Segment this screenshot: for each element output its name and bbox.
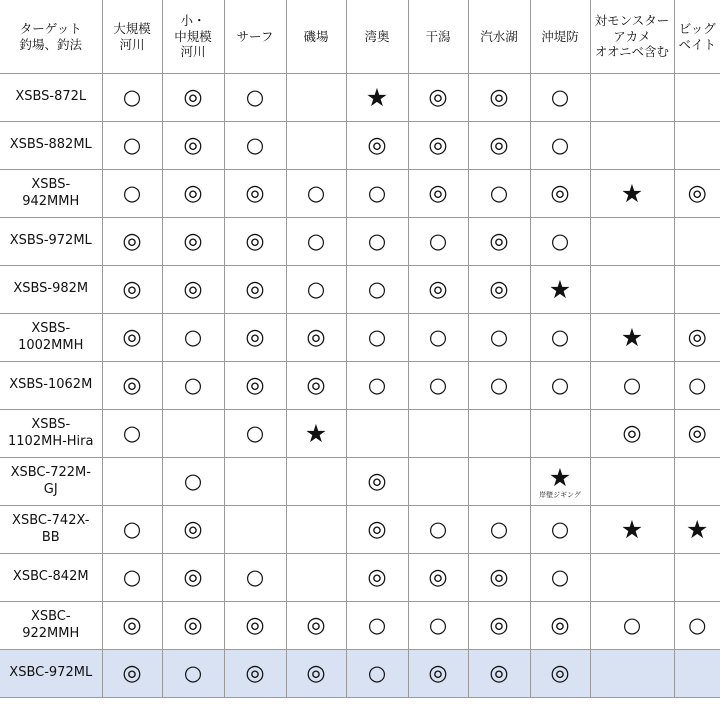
rating-cell bbox=[674, 410, 720, 458]
rating-cell bbox=[468, 410, 530, 458]
model-name: XSBS- 942MMH bbox=[0, 170, 102, 218]
model-name: XSBS-872L bbox=[0, 74, 102, 122]
double-circle-icon: ◎ bbox=[306, 324, 326, 350]
rating-cell bbox=[346, 506, 408, 554]
double-circle-icon: ◎ bbox=[687, 420, 707, 446]
circle-icon: ○ bbox=[245, 421, 265, 445]
double-circle-icon: ◎ bbox=[550, 660, 570, 686]
table-row bbox=[0, 314, 720, 362]
double-circle-icon: ◎ bbox=[122, 612, 142, 638]
double-circle-icon: ◎ bbox=[183, 516, 203, 542]
table-row bbox=[0, 362, 720, 410]
star-icon: ★ bbox=[620, 323, 644, 352]
rating-cell bbox=[162, 74, 224, 122]
rating-cell bbox=[590, 650, 674, 698]
rating-cell bbox=[468, 218, 530, 266]
rating-cell bbox=[408, 410, 468, 458]
rating-cell bbox=[530, 74, 590, 122]
circle-icon: ○ bbox=[550, 517, 570, 541]
rating-cell bbox=[468, 266, 530, 314]
model-name: XSBS- 1102MH-Hira bbox=[0, 410, 102, 458]
circle-icon: ○ bbox=[550, 373, 570, 397]
rating-cell bbox=[590, 506, 674, 554]
star-icon: ★ bbox=[304, 419, 328, 448]
rating-cell bbox=[102, 170, 162, 218]
double-circle-icon: ◎ bbox=[183, 228, 203, 254]
rating-cell bbox=[162, 170, 224, 218]
header-col-small-river: 小・ 中規模 河川 bbox=[162, 0, 224, 74]
rating-cell bbox=[468, 314, 530, 362]
double-circle-icon: ◎ bbox=[306, 660, 326, 686]
rating-cell bbox=[224, 122, 286, 170]
double-circle-icon: ◎ bbox=[428, 84, 448, 110]
double-circle-icon: ◎ bbox=[183, 180, 203, 206]
rating-cell bbox=[590, 266, 674, 314]
double-circle-icon: ◎ bbox=[687, 180, 707, 206]
rating-cell bbox=[162, 650, 224, 698]
circle-icon: ○ bbox=[428, 229, 448, 253]
circle-icon: ○ bbox=[550, 133, 570, 157]
rating-cell bbox=[674, 602, 720, 650]
circle-icon: ○ bbox=[306, 229, 326, 253]
rating-cell bbox=[224, 170, 286, 218]
circle-icon: ○ bbox=[550, 325, 570, 349]
rating-cell bbox=[346, 554, 408, 602]
rating-cell bbox=[590, 602, 674, 650]
rating-cell bbox=[408, 170, 468, 218]
circle-icon: ○ bbox=[122, 85, 142, 109]
circle-icon: ○ bbox=[183, 373, 203, 397]
rating-cell bbox=[590, 170, 674, 218]
rating-cell bbox=[162, 410, 224, 458]
circle-icon: ○ bbox=[367, 325, 387, 349]
rating-cell bbox=[468, 506, 530, 554]
rating-cell bbox=[590, 314, 674, 362]
rating-cell bbox=[286, 218, 346, 266]
header-row bbox=[0, 0, 720, 74]
double-circle-icon: ◎ bbox=[367, 468, 387, 494]
circle-icon: ○ bbox=[367, 229, 387, 253]
table-row bbox=[0, 410, 720, 458]
model-name: XSBS-882ML bbox=[0, 122, 102, 170]
rating-cell bbox=[286, 410, 346, 458]
double-circle-icon: ◎ bbox=[428, 564, 448, 590]
circle-icon: ○ bbox=[183, 325, 203, 349]
rating-cell bbox=[102, 458, 162, 506]
rating-cell bbox=[346, 410, 408, 458]
rating-cell bbox=[224, 506, 286, 554]
rating-cell bbox=[530, 410, 590, 458]
rating-cell bbox=[286, 362, 346, 410]
rating-cell bbox=[674, 170, 720, 218]
rating-cell bbox=[530, 554, 590, 602]
rating-cell bbox=[102, 410, 162, 458]
double-circle-icon: ◎ bbox=[428, 660, 448, 686]
double-circle-icon: ◎ bbox=[122, 324, 142, 350]
rating-cell bbox=[408, 266, 468, 314]
model-name: XSBC-842M bbox=[0, 554, 102, 602]
circle-icon: ○ bbox=[367, 613, 387, 637]
header-target: ターゲット 釣場、釣法 bbox=[0, 0, 102, 74]
rating-cell bbox=[286, 602, 346, 650]
table-row bbox=[0, 266, 720, 314]
double-circle-icon: ◎ bbox=[550, 612, 570, 638]
double-circle-icon: ◎ bbox=[428, 276, 448, 302]
rating-cell bbox=[468, 362, 530, 410]
circle-icon: ○ bbox=[306, 181, 326, 205]
table-row bbox=[0, 170, 720, 218]
double-circle-icon: ◎ bbox=[245, 372, 265, 398]
rating-cell bbox=[408, 506, 468, 554]
double-circle-icon: ◎ bbox=[245, 180, 265, 206]
star-icon: ★ bbox=[686, 515, 709, 544]
rating-cell bbox=[346, 458, 408, 506]
double-circle-icon: ◎ bbox=[183, 132, 203, 158]
rating-cell bbox=[674, 458, 720, 506]
circle-icon: ○ bbox=[367, 373, 387, 397]
rating-cell bbox=[224, 554, 286, 602]
rating-cell bbox=[674, 266, 720, 314]
rating-cell bbox=[590, 122, 674, 170]
rating-cell bbox=[674, 218, 720, 266]
rating-cell bbox=[408, 218, 468, 266]
rating-cell bbox=[162, 602, 224, 650]
rating-cell bbox=[224, 314, 286, 362]
circle-icon: ○ bbox=[306, 277, 326, 301]
rating-cell bbox=[346, 314, 408, 362]
circle-icon: ○ bbox=[489, 325, 509, 349]
double-circle-icon: ◎ bbox=[489, 132, 509, 158]
double-circle-icon: ◎ bbox=[183, 276, 203, 302]
rating-cell bbox=[674, 650, 720, 698]
rating-cell bbox=[530, 266, 590, 314]
rating-cell bbox=[286, 266, 346, 314]
double-circle-icon: ◎ bbox=[245, 612, 265, 638]
rating-cell bbox=[408, 650, 468, 698]
star-icon: ★ bbox=[365, 83, 389, 112]
double-circle-icon: ◎ bbox=[122, 228, 142, 254]
rating-cell bbox=[408, 602, 468, 650]
rating-cell bbox=[408, 554, 468, 602]
rating-cell bbox=[162, 362, 224, 410]
rating-cell bbox=[590, 458, 674, 506]
rating-cell bbox=[468, 650, 530, 698]
rating-cell bbox=[162, 554, 224, 602]
table-row bbox=[0, 650, 720, 698]
circle-icon: ○ bbox=[183, 661, 203, 685]
rating-cell bbox=[102, 314, 162, 362]
table-row bbox=[0, 506, 720, 554]
table-row bbox=[0, 554, 720, 602]
circle-icon: ○ bbox=[489, 373, 509, 397]
header-col-tidal-flat: 干潟 bbox=[408, 0, 468, 74]
rating-cell bbox=[468, 74, 530, 122]
circle-icon: ○ bbox=[245, 565, 265, 589]
rating-cell bbox=[224, 650, 286, 698]
star-icon: ★ bbox=[620, 515, 644, 544]
rating-cell bbox=[530, 602, 590, 650]
double-circle-icon: ◎ bbox=[428, 132, 448, 158]
header-col-brackish-lake: 汽水湖 bbox=[468, 0, 530, 74]
circle-icon: ○ bbox=[428, 373, 448, 397]
double-circle-icon: ◎ bbox=[122, 276, 142, 302]
double-circle-icon: ◎ bbox=[183, 84, 203, 110]
model-name: XSBS-982M bbox=[0, 266, 102, 314]
rating-cell bbox=[674, 506, 720, 554]
double-circle-icon: ◎ bbox=[183, 564, 203, 590]
circle-icon: ○ bbox=[122, 133, 142, 157]
rating-cell bbox=[162, 266, 224, 314]
circle-icon: ○ bbox=[550, 85, 570, 109]
rating-cell bbox=[102, 554, 162, 602]
rating-cell bbox=[102, 506, 162, 554]
model-name: XSBC- 922MMH bbox=[0, 602, 102, 650]
rating-cell bbox=[346, 170, 408, 218]
rating-cell bbox=[224, 218, 286, 266]
rating-cell bbox=[286, 458, 346, 506]
circle-icon: ○ bbox=[622, 613, 642, 637]
rating-cell bbox=[590, 410, 674, 458]
circle-icon: ○ bbox=[688, 373, 707, 397]
rating-cell bbox=[224, 74, 286, 122]
circle-icon: ○ bbox=[688, 613, 707, 637]
rating-cell bbox=[224, 458, 286, 506]
star-icon: ★ bbox=[548, 275, 572, 304]
rating-cell bbox=[530, 506, 590, 554]
rating-cell bbox=[162, 122, 224, 170]
rating-cell bbox=[530, 122, 590, 170]
table-row bbox=[0, 602, 720, 650]
model-name: XSBC-972ML bbox=[0, 650, 102, 698]
rating-cell bbox=[224, 266, 286, 314]
rating-cell bbox=[162, 506, 224, 554]
rating-cell bbox=[224, 602, 286, 650]
star-icon: ★ bbox=[548, 462, 572, 492]
rating-cell bbox=[674, 74, 720, 122]
rating-cell bbox=[346, 362, 408, 410]
rating-cell bbox=[346, 218, 408, 266]
circle-icon: ○ bbox=[367, 661, 387, 685]
header-col-big-bait: ビッグ ベイト bbox=[674, 0, 720, 74]
circle-icon: ○ bbox=[122, 421, 142, 445]
rating-cell bbox=[530, 314, 590, 362]
rating-cell bbox=[102, 362, 162, 410]
rating-cell bbox=[346, 122, 408, 170]
rating-cell bbox=[286, 650, 346, 698]
rating-cell bbox=[346, 74, 408, 122]
rating-cell bbox=[590, 554, 674, 602]
table-row bbox=[0, 74, 720, 122]
circle-icon: ○ bbox=[122, 181, 142, 205]
double-circle-icon: ◎ bbox=[622, 420, 642, 446]
rating-cell bbox=[468, 554, 530, 602]
rating-cell bbox=[468, 458, 530, 506]
circle-icon: ○ bbox=[550, 229, 570, 253]
rating-cell bbox=[102, 266, 162, 314]
rating-cell bbox=[674, 362, 720, 410]
rating-cell bbox=[674, 122, 720, 170]
model-name: XSBS- 1002MMH bbox=[0, 314, 102, 362]
rating-cell bbox=[102, 602, 162, 650]
rating-cell bbox=[346, 602, 408, 650]
circle-icon: ○ bbox=[122, 517, 142, 541]
rating-cell bbox=[102, 74, 162, 122]
header-col-large-river: 大規模 河川 bbox=[102, 0, 162, 74]
double-circle-icon: ◎ bbox=[122, 660, 142, 686]
circle-icon: ○ bbox=[245, 133, 265, 157]
circle-icon: ○ bbox=[550, 565, 570, 589]
circle-icon: ○ bbox=[122, 565, 142, 589]
double-circle-icon: ◎ bbox=[183, 612, 203, 638]
rating-cell bbox=[346, 266, 408, 314]
rating-cell bbox=[102, 122, 162, 170]
rating-cell bbox=[530, 218, 590, 266]
rating-cell bbox=[162, 314, 224, 362]
table-row bbox=[0, 458, 720, 506]
circle-icon: ○ bbox=[622, 373, 642, 397]
rating-cell bbox=[590, 218, 674, 266]
rating-cell bbox=[224, 362, 286, 410]
double-circle-icon: ◎ bbox=[489, 276, 509, 302]
rating-cell bbox=[286, 170, 346, 218]
model-name: XSBC-742X- BB bbox=[0, 506, 102, 554]
rating-cell bbox=[286, 554, 346, 602]
rating-cell bbox=[346, 650, 408, 698]
double-circle-icon: ◎ bbox=[306, 372, 326, 398]
double-circle-icon: ◎ bbox=[306, 612, 326, 638]
double-circle-icon: ◎ bbox=[489, 660, 509, 686]
circle-icon: ○ bbox=[367, 181, 387, 205]
double-circle-icon: ◎ bbox=[245, 324, 265, 350]
circle-icon: ○ bbox=[245, 85, 265, 109]
rating-cell bbox=[286, 74, 346, 122]
rating-cell bbox=[530, 458, 590, 506]
rating-cell bbox=[530, 170, 590, 218]
rating-cell bbox=[102, 650, 162, 698]
double-circle-icon: ◎ bbox=[489, 564, 509, 590]
rating-cell bbox=[162, 458, 224, 506]
double-circle-icon: ◎ bbox=[687, 324, 707, 350]
double-circle-icon: ◎ bbox=[489, 612, 509, 638]
rating-cell bbox=[674, 314, 720, 362]
rating-cell bbox=[408, 362, 468, 410]
double-circle-icon: ◎ bbox=[428, 180, 448, 206]
circle-icon: ○ bbox=[428, 325, 448, 349]
header-col-monster: 対モンスター アカメ オオニベ含む bbox=[590, 0, 674, 74]
rating-cell bbox=[408, 74, 468, 122]
rating-cell bbox=[286, 314, 346, 362]
header-col-surf: サーフ bbox=[224, 0, 286, 74]
double-circle-icon: ◎ bbox=[367, 564, 387, 590]
circle-icon: ○ bbox=[428, 613, 448, 637]
rating-cell bbox=[468, 602, 530, 650]
rating-cell bbox=[286, 122, 346, 170]
rating-cell bbox=[224, 410, 286, 458]
header-col-offshore-breakwater: 沖堤防 bbox=[530, 0, 590, 74]
header-col-rocky: 磯場 bbox=[286, 0, 346, 74]
double-circle-icon: ◎ bbox=[367, 516, 387, 542]
model-name: XSBS-1062M bbox=[0, 362, 102, 410]
star-icon: ★ bbox=[620, 179, 644, 208]
rating-cell bbox=[530, 362, 590, 410]
circle-icon: ○ bbox=[489, 181, 509, 205]
table-body bbox=[0, 74, 720, 698]
circle-icon: ○ bbox=[428, 517, 448, 541]
table-row bbox=[0, 218, 720, 266]
rating-cell bbox=[102, 218, 162, 266]
table-row bbox=[0, 122, 720, 170]
rating-cell bbox=[468, 122, 530, 170]
circle-icon: ○ bbox=[489, 517, 509, 541]
rating-cell bbox=[408, 122, 468, 170]
double-circle-icon: ◎ bbox=[489, 228, 509, 254]
double-circle-icon: ◎ bbox=[367, 132, 387, 158]
rating-cell bbox=[590, 74, 674, 122]
rating-cell bbox=[530, 650, 590, 698]
model-name: XSBS-972ML bbox=[0, 218, 102, 266]
double-circle-icon: ◎ bbox=[245, 660, 265, 686]
rating-cell bbox=[408, 314, 468, 362]
double-circle-icon: ◎ bbox=[489, 84, 509, 110]
model-name: XSBC-722M- GJ bbox=[0, 458, 102, 506]
double-circle-icon: ◎ bbox=[245, 228, 265, 254]
rating-cell bbox=[162, 218, 224, 266]
double-circle-icon: ◎ bbox=[550, 180, 570, 206]
rating-cell bbox=[286, 506, 346, 554]
rating-cell bbox=[674, 554, 720, 602]
rating-cell bbox=[468, 170, 530, 218]
rating-cell bbox=[408, 458, 468, 506]
cell-note: 岸壁ジギング bbox=[539, 490, 581, 499]
double-circle-icon: ◎ bbox=[245, 276, 265, 302]
circle-icon: ○ bbox=[183, 469, 203, 493]
header-col-inner-bay: 湾奥 bbox=[346, 0, 408, 74]
rating-cell bbox=[590, 362, 674, 410]
double-circle-icon: ◎ bbox=[122, 372, 142, 398]
circle-icon: ○ bbox=[367, 277, 387, 301]
